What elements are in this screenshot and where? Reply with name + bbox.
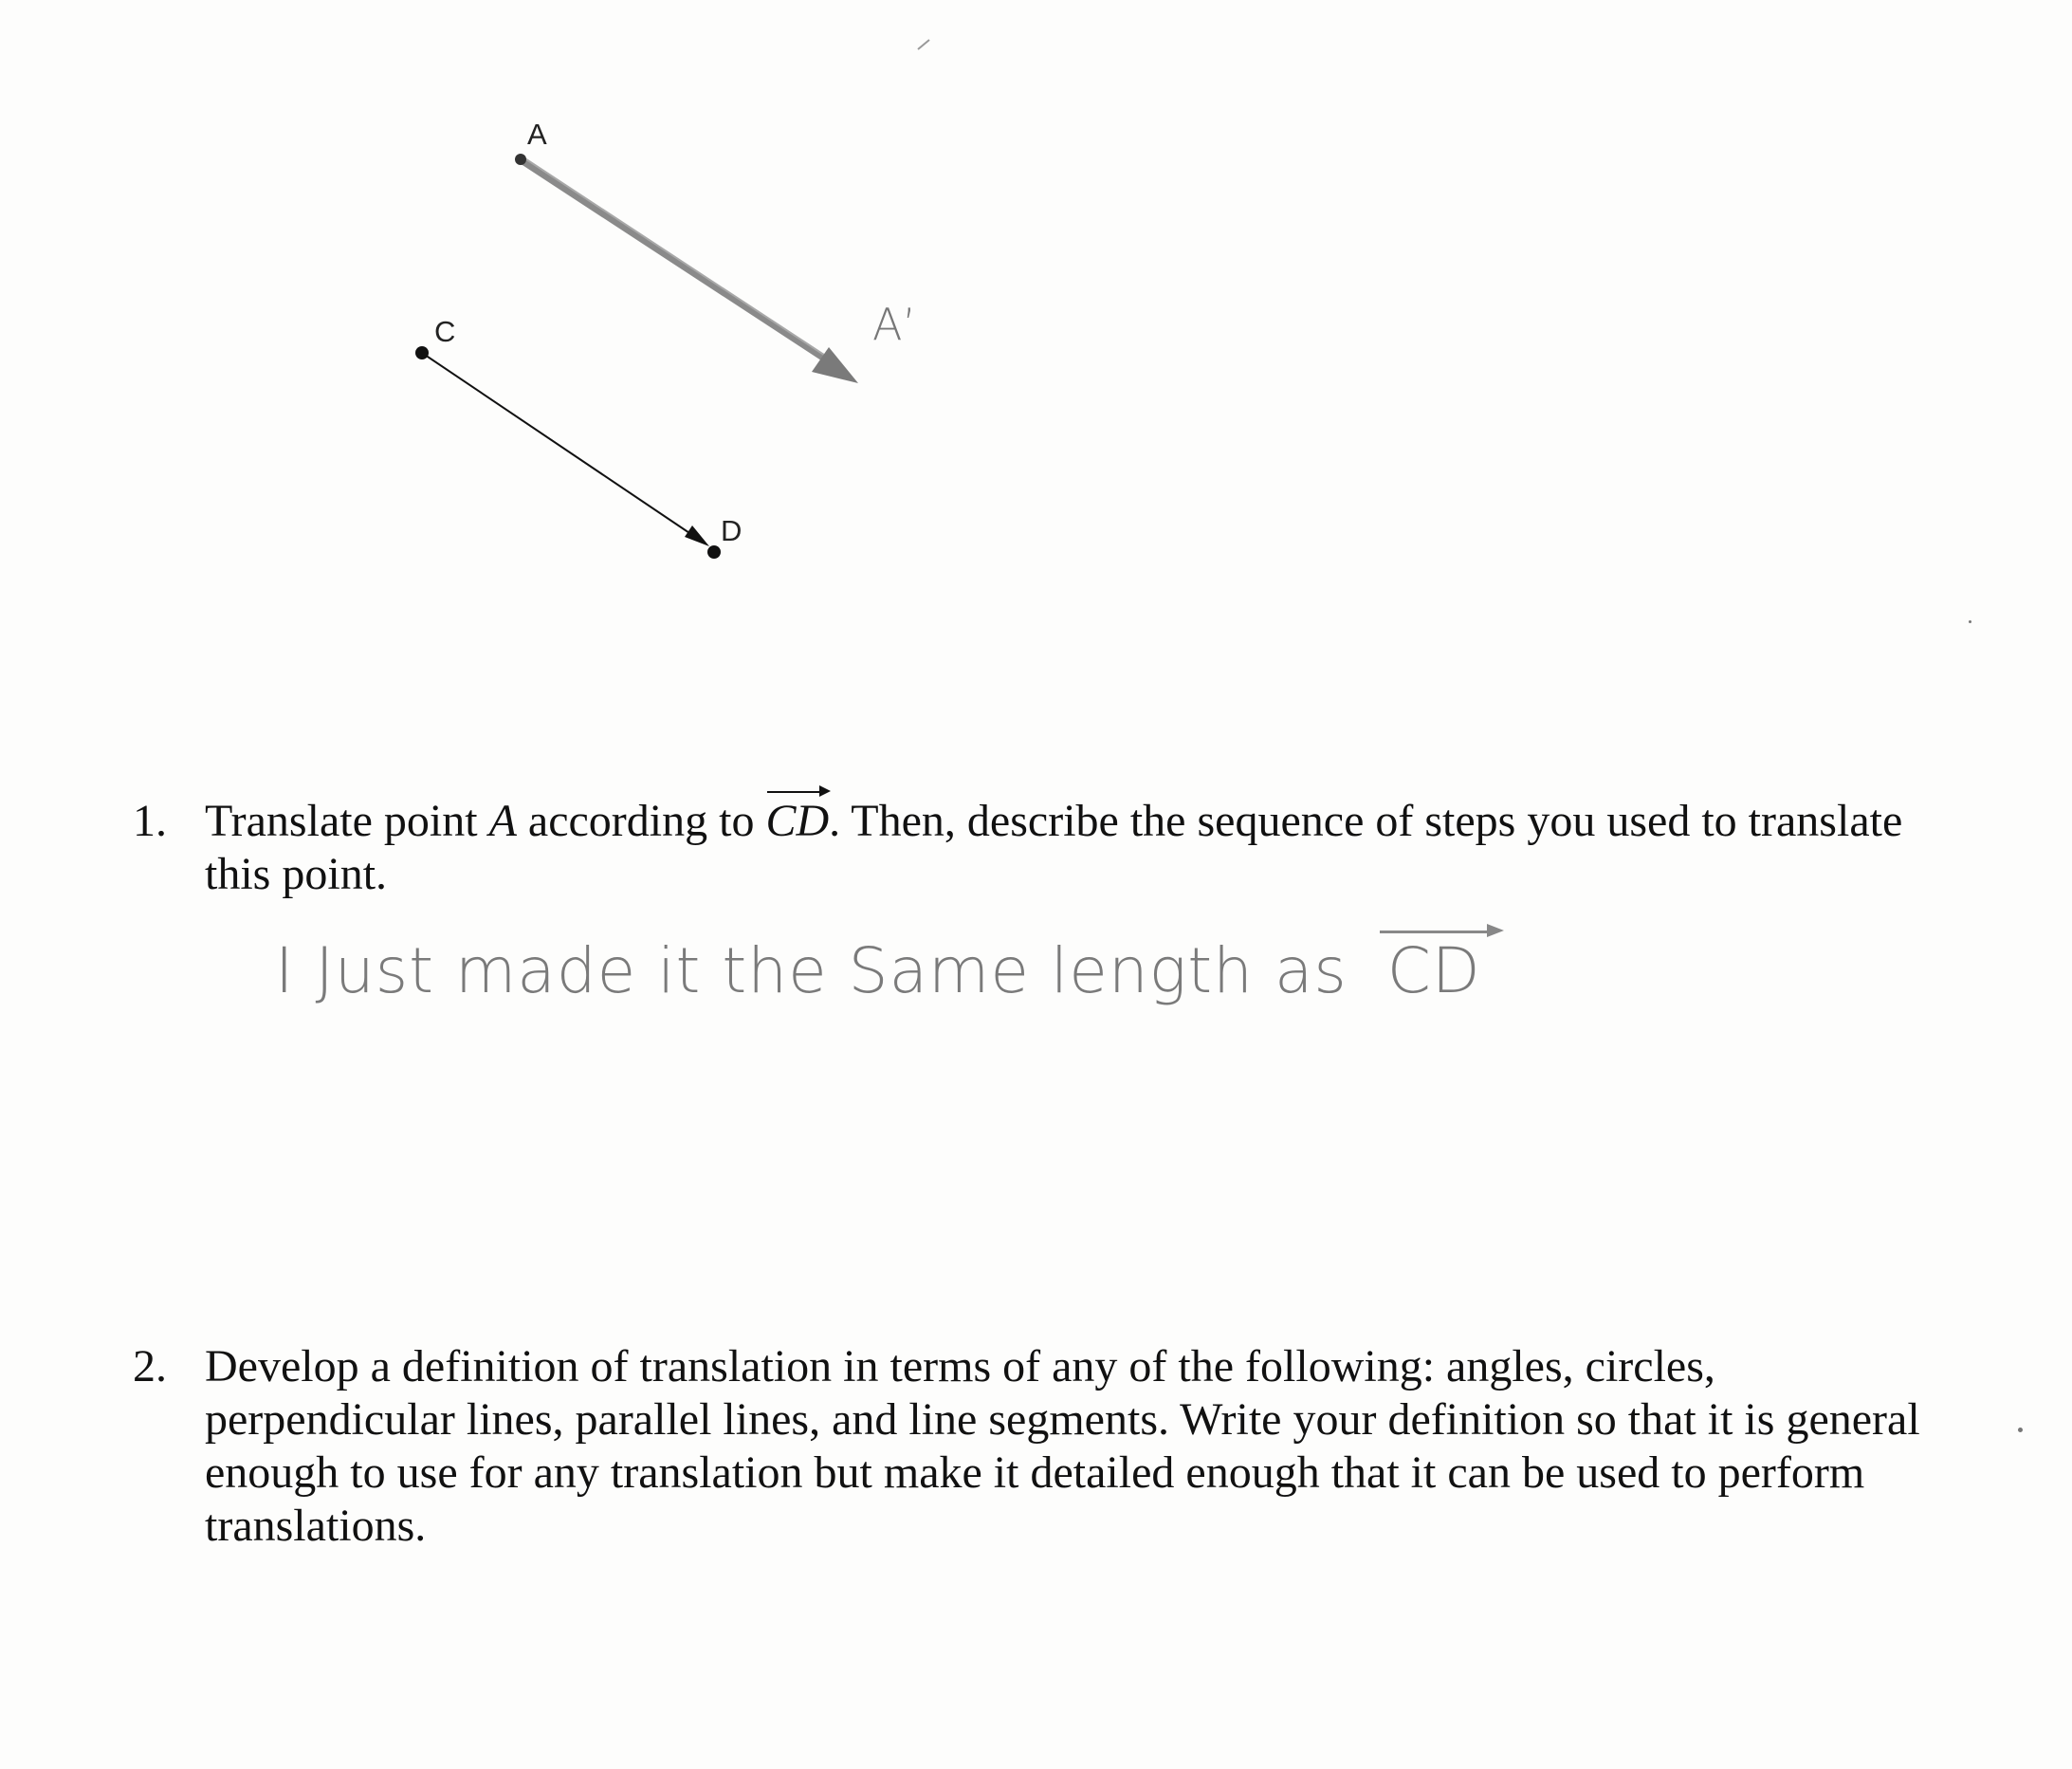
label-d: D: [721, 514, 743, 547]
pencil-arrow-a-stroke: [523, 157, 833, 360]
question-2: [133, 1340, 1972, 1553]
question-1-text-middle: according to: [516, 796, 766, 846]
cd-arrowhead: [685, 525, 709, 546]
point-c: [415, 346, 429, 359]
question-2-number: 2.: [133, 1341, 167, 1391]
question-1-text-after: . Then, describe the sequence of steps you used to translate this point.: [205, 796, 1903, 899]
question-1-number: 1.: [133, 796, 167, 846]
question-2-text: Develop a definition of translation in terms of any of the following: angles, circles, perpendicular lines, parallel lines, and line segments. Write your definition so that it is general enough to use for any translation but make it detailed enough that it can be used to perform translations.: [205, 1341, 1920, 1551]
label-c: C: [434, 315, 456, 348]
segment-cd: [422, 353, 704, 543]
point-d: [707, 545, 721, 559]
label-a-prime: A’: [872, 299, 917, 350]
paper-speck: [1969, 620, 1971, 623]
answer-text: I Just made it the Same length as: [275, 934, 1348, 1007]
pencil-mark: [918, 40, 929, 49]
vector-cd: CD: [765, 796, 830, 846]
pencil-arrow-a: [520, 159, 834, 365]
label-a: A: [527, 118, 547, 151]
question-1-point: A: [488, 796, 517, 846]
translation-figure: [0, 0, 2072, 721]
point-a: [515, 154, 526, 165]
question-1-text-before: Translate point: [205, 796, 489, 846]
handwritten-answer: [275, 934, 1481, 1007]
question-1: [133, 795, 1972, 901]
question-1-text: [205, 795, 1972, 901]
answer-vector-cd: CD: [1386, 934, 1481, 1007]
paper-speck: [2018, 1428, 2023, 1432]
